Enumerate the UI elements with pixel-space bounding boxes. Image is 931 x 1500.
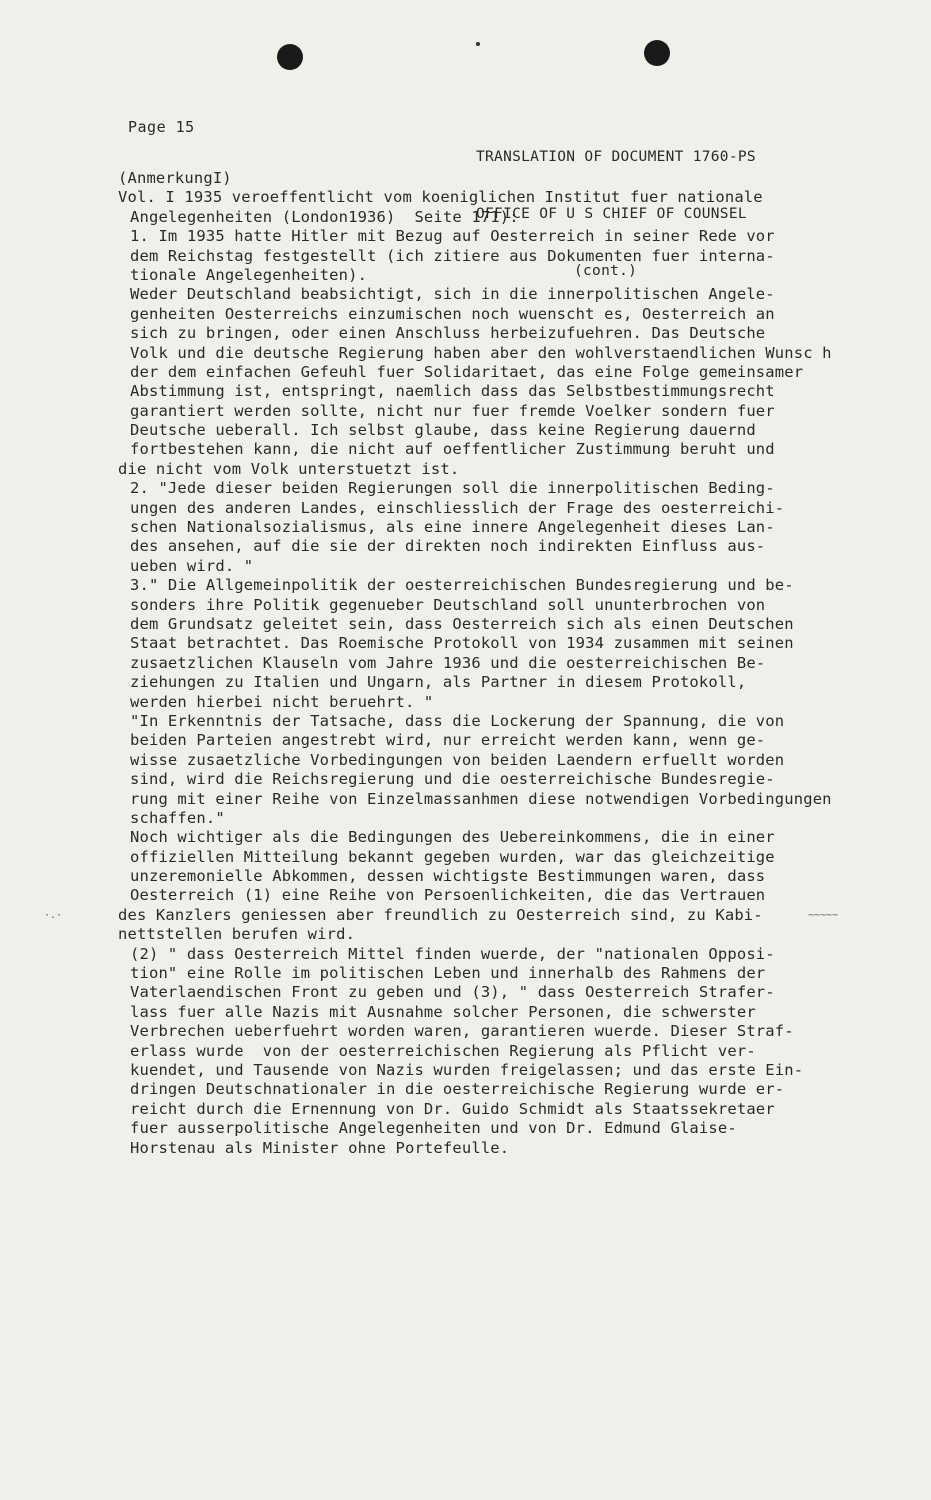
body-line: wisse zusaetzliche Vorbedingungen von beiden Laendern erfuellt worden xyxy=(130,750,785,769)
body-line: sonders ihre Politik gegenueber Deutschland soll ununterbrochen von xyxy=(130,595,766,614)
header-title-line3: (cont.) xyxy=(574,263,638,279)
punch-hole-right xyxy=(644,40,670,66)
body-line: dem Reichstag festgestellt (ich zitiere aus Dokumenten fuer interna- xyxy=(130,246,775,265)
body-line: Vaterlaendischen Front zu geben und (3), " dass Oesterreich Strafer- xyxy=(130,983,775,1002)
body-line: genheiten Oesterreichs einzumischen noch wuenscht es, Oesterreich an xyxy=(130,304,775,323)
header-title-line1: TRANSLATION OF DOCUMENT 1760-PS xyxy=(476,149,756,165)
body-line: des Kanzlers geniessen aber freundlich zu Oesterreich sind, zu Kabi- xyxy=(118,905,763,924)
body-line: ungen des anderen Landes, einschliesslich der Frage des oesterreichi- xyxy=(130,498,785,517)
body-line: des ansehen, auf die sie der direkten noch indirekten Einfluss aus- xyxy=(130,537,766,556)
body-line: Oesterreich (1) eine Reihe von Persoenlichkeiten, die das Vertrauen xyxy=(130,886,766,905)
body-line: 3." Die Allgemeinpolitik der oesterreichischen Bundesregierung und be- xyxy=(130,576,794,595)
body-line: fortbestehen kann, die nicht auf oeffentlicher Zustimmung beruht und xyxy=(130,440,775,459)
body-line: lass fuer alle Nazis mit Ausnahme solcher Personen, die schwerster xyxy=(130,1002,756,1021)
body-line: die nicht vom Volk unterstuetzt ist. xyxy=(118,459,460,478)
body-line: werden hierbei nicht beruehrt. " xyxy=(130,692,434,711)
body-line: Deutsche ueberall. Ich selbst glaube, dass keine Regierung dauernd xyxy=(130,421,756,440)
body-line: Horstenau als Minister ohne Portefeulle. xyxy=(130,1138,510,1157)
body-line: Abstimmung ist, entspringt, naemlich dass das Selbstbestimmungsrecht xyxy=(130,382,775,401)
punch-hole-left xyxy=(277,44,303,70)
body-line: Vol. I 1935 veroeffentlicht vom koeniglichen Institut fuer nationale xyxy=(118,188,763,207)
body-line: schaffen." xyxy=(130,808,225,827)
body-line: Angelegenheiten (London1936) Seite 171): xyxy=(130,207,519,226)
margin-mark-left: ·.· xyxy=(44,910,63,921)
body-line: der dem einfachen Gefeuhl fuer Solidaritaet, das eine Folge gemeinsamer xyxy=(130,362,804,381)
body-line: "In Erkenntnis der Tatsache, dass die Lockerung der Spannung, die von xyxy=(130,711,785,730)
body-line: Noch wichtiger als die Bedingungen des Uebereinkommens, die in einer xyxy=(130,828,775,847)
body-line: beiden Parteien angestrebt wird, nur erreicht werden kann, wenn ge- xyxy=(130,731,766,750)
body-line: sind, wird die Reichsregierung und die oesterreichische Bundesregie- xyxy=(130,770,775,789)
body-line: dringen Deutschnationaler in die oesterreichische Regierung wurde er- xyxy=(130,1080,785,1099)
body-line: (AnmerkungI) xyxy=(118,169,232,187)
body-line: sich zu bringen, oder einen Anschluss herbeizufuehren. Das Deutsche xyxy=(130,324,766,343)
body-line: Weder Deutschland beabsichtigt, sich in die innerpolitischen Angele- xyxy=(130,285,775,304)
body-line: offiziellen Mitteilung bekannt gegeben wurden, war das gleichzeitige xyxy=(130,847,775,866)
page-label: Page 15 xyxy=(128,118,195,136)
body-line: (2) " dass Oesterreich Mittel finden wuerde, der "nationalen Opposi- xyxy=(130,944,775,963)
body-line: garantiert werden sollte, nicht nur fuer fremde Voelker sondern fuer xyxy=(130,401,775,420)
body-line: ziehungen zu Italien und Ungarn, als Partner in diesem Protokoll, xyxy=(130,673,747,692)
speck xyxy=(476,42,480,46)
header-title-line2: OFFICE OF U S CHIEF OF COUNSEL xyxy=(476,206,747,222)
document-body xyxy=(118,169,858,1158)
margin-mark-right: ~~~~~ xyxy=(808,910,839,921)
body-line: schen Nationalsozialismus, als eine innere Angelegenheit dieses Lan- xyxy=(130,518,775,537)
body-line: nettstellen berufen wird. xyxy=(118,925,356,944)
body-line: reicht durch die Ernennung von Dr. Guido Schmidt als Staatssekretaer xyxy=(130,1099,775,1118)
body-line: fuer ausserpolitische Angelegenheiten und von Dr. Edmund Glaise- xyxy=(130,1119,737,1138)
body-line: rung mit einer Reihe von Einzelmassanhmen diese notwendigen Vorbedingungen xyxy=(130,789,832,808)
body-line: Verbrechen ueberfuehrt worden waren, garantieren wuerde. Dieser Straf- xyxy=(130,1022,794,1041)
body-line: erlass wurde von der oesterreichischen Regierung als Pflicht ver- xyxy=(130,1041,756,1060)
body-line: Staat betrachtet. Das Roemische Protokoll von 1934 zusammen mit seinen xyxy=(130,634,794,653)
body-line: unzeremonielle Abkommen, dessen wichtigste Bestimmungen waren, dass xyxy=(130,867,766,886)
body-line: Volk und die deutsche Regierung haben aber den wohlverstaendlichen Wunsc h xyxy=(130,343,832,362)
body-line: tionale Angelegenheiten). xyxy=(130,265,368,284)
body-line: kuendet, und Tausende von Nazis wurden freigelassen; und das erste Ein- xyxy=(130,1060,804,1079)
body-line: zusaetzlichen Klauseln vom Jahre 1936 und die oesterreichischen Be- xyxy=(130,653,766,672)
body-line: ueben wird. " xyxy=(130,556,254,575)
body-line: 1. Im 1935 hatte Hitler mit Bezug auf Oesterreich in seiner Rede vor xyxy=(130,227,775,246)
body-line: 2. "Jede dieser beiden Regierungen soll die innerpolitischen Beding- xyxy=(130,479,775,498)
body-line: tion" eine Rolle im politischen Leben und innerhalb des Rahmens der xyxy=(130,964,766,983)
body-line: dem Grundsatz geleitet sein, dass Oesterreich sich als einen Deutschen xyxy=(130,614,794,633)
